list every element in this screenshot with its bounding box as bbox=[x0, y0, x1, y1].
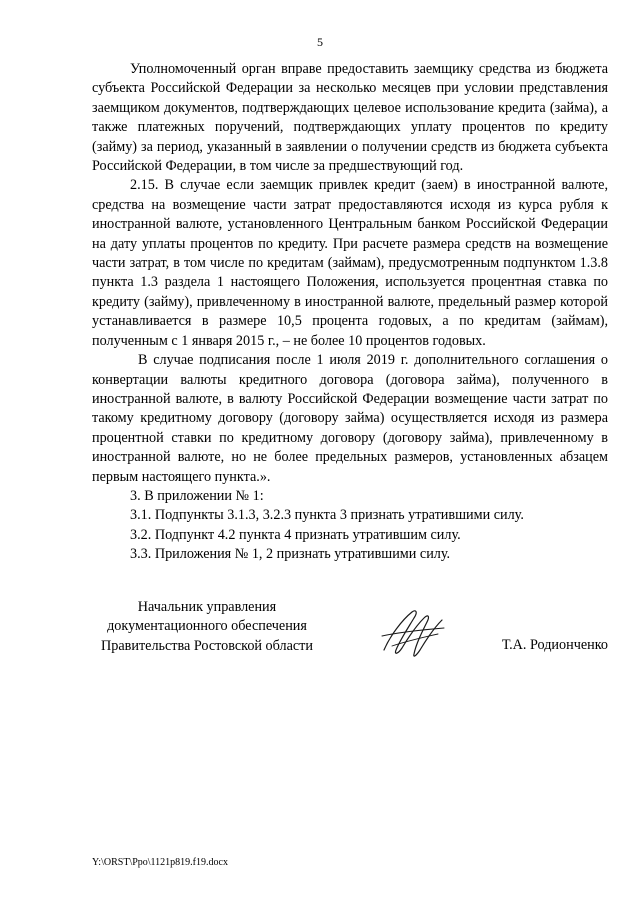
paragraph-7: 3.3. Приложения № 1, 2 признать утратившими силу. bbox=[130, 546, 451, 563]
signature-block bbox=[92, 598, 608, 658]
paragraph-5: 3.1. Подпункты 3.1.3, 3.2.3 пункта 3 признать утратившими силу. bbox=[130, 507, 524, 524]
paragraph-2: 2.15. В случае если заемщик привлек кредит (заем) в иностранной валюте, средства на возмещение части затрат предоставляются исходя из курса рубля к иностранной валюте, установленного Центральным банком Российской Федерации на дату уплаты процентов по кредиту. При расчете размера средств на возмещение части затрат, в том числе по кредитам (займам), предусмотренным подпунктом 1.3.8 пункта 1.3 раздела 1 настоящего Положения, используется процентная ставка по кредиту (займу), привлеченному в иностранной валюте, предельный размер которой устанавливается в размере 10,5 процента годовых, а по кредитам (займам), полученным с 1 января 2015 г., – не более 10 процентов годовых. bbox=[92, 177, 608, 349]
signatory-title bbox=[92, 598, 322, 656]
signatory-title-line: Правительства Ростовской области bbox=[101, 637, 313, 654]
paragraph-1: Уполномоченный орган вправе предоставить заемщику средства из бюджета субъекта Российской Федерации за несколько месяцев при условии представления заемщиком документов, подтверждающих целевое использование кредита (займа), а также платежных поручений, подтверждающих уплату процентов по кредиту (займу) за период, указанный в заявлении о получении средств из бюджета субъекта Российской Федерации, в том числе за предшествующий год. bbox=[92, 61, 608, 175]
file-path-footer: Y:\ORST\Ppo\1121p819.f19.docx bbox=[92, 857, 228, 868]
signatory-name: Т.А. Родионченко bbox=[501, 637, 608, 653]
signatory-title-line: документационного обеспечения bbox=[107, 618, 307, 635]
document-body bbox=[92, 60, 608, 565]
paragraph-6: 3.2. Подпункт 4.2 пункта 4 признать утратившим силу. bbox=[130, 526, 461, 543]
handwritten-signature bbox=[380, 606, 446, 662]
paragraph-4: 3. В приложении № 1: bbox=[130, 487, 264, 504]
paragraph-3: В случае подписания после 1 июля 2019 г. дополнительного соглашения о конвертации валюты кредитного договора (договора займа), полученного в иностранной валюте, в валюту Российской Федерации возмещение части затрат по такому кредитному договору (договору займа) осуществляется исходя из размера процентной ставки по кредитному договору (договору займа), привлеченному в иностранной валюте, но не более предельных размеров, установленных абзацем первым настоящего пункта.». bbox=[92, 352, 608, 485]
signatory-title-line: Начальник управления bbox=[137, 599, 277, 615]
page-number: 5 bbox=[317, 35, 323, 49]
